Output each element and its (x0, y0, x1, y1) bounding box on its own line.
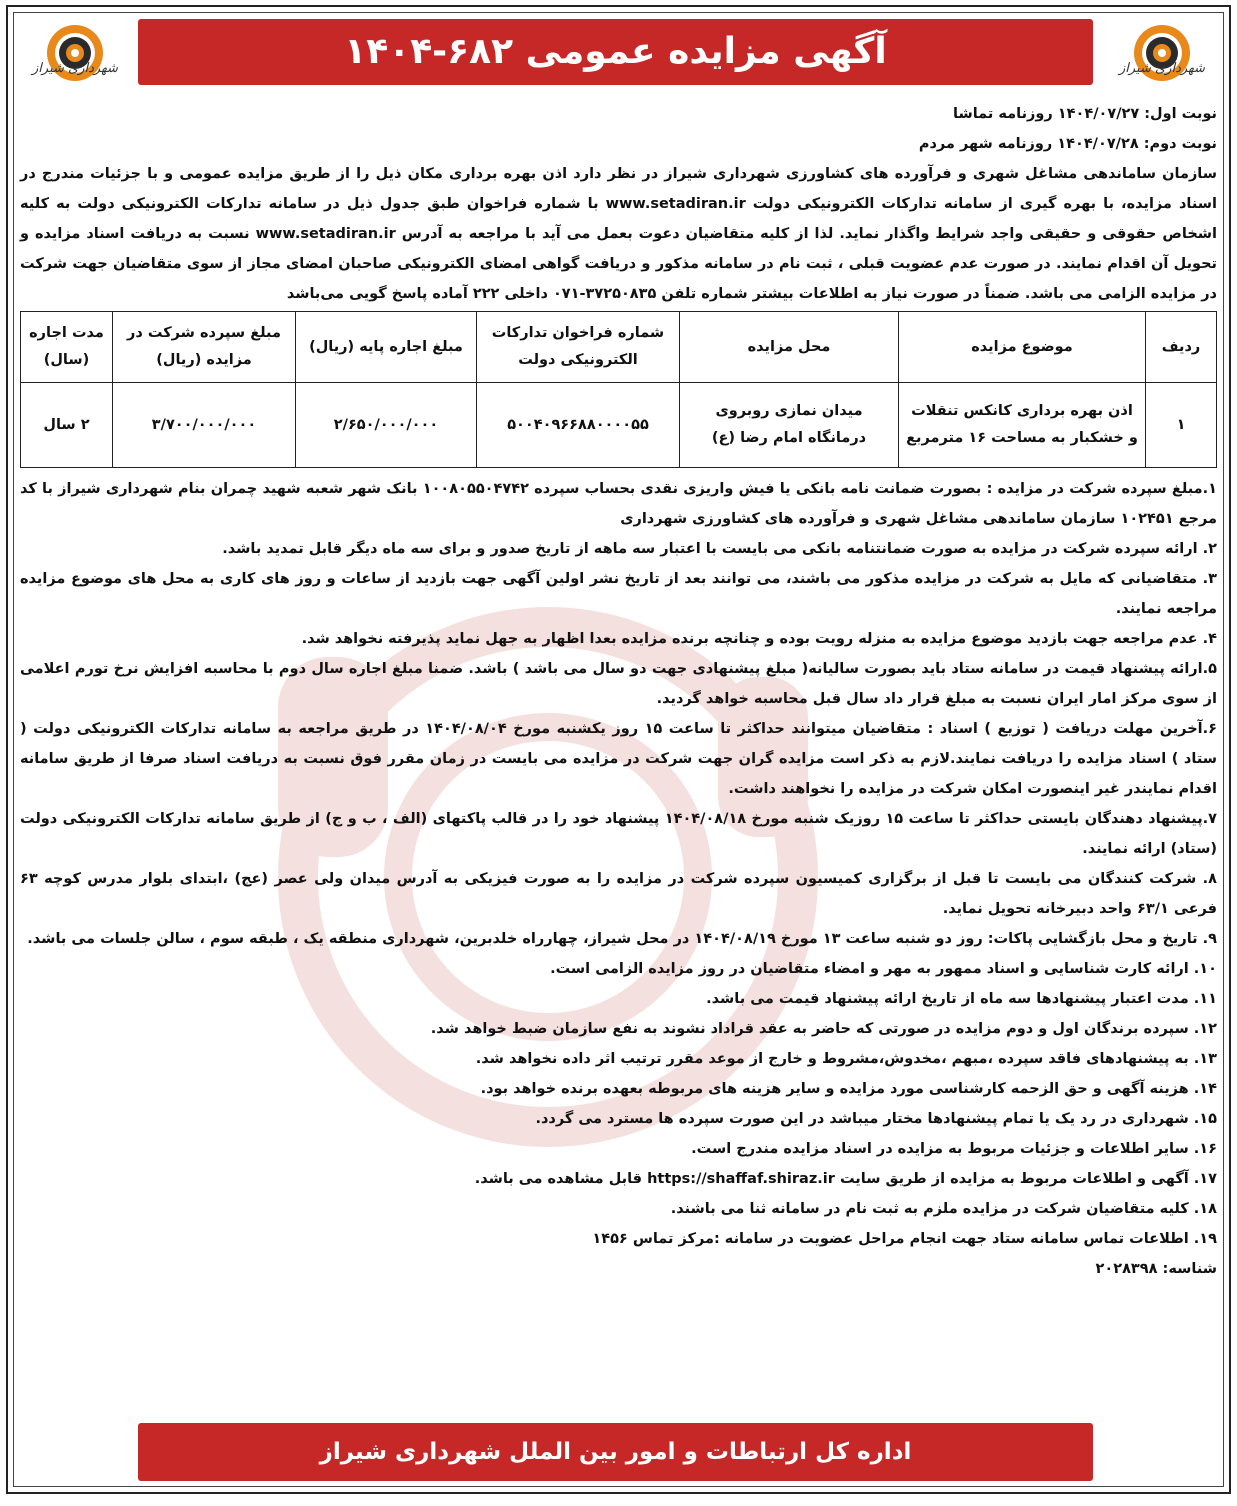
table-row (21, 383, 1217, 468)
condition-item: ۳. متقاضیانی که مایل به شرکت در مزایده مذکور می باشند، می توانند بعد از تاریخ نشر اولین آگهی جهت بازدید از ساعات و روز های کاری به محل های موضوع مزایده مراجعه نمایند. (20, 571, 1217, 617)
publication-second: نوبت دوم: ۱۴۰۴/۰۷/۲۸ روزنامه شهر مردم (918, 136, 1217, 152)
condition-item: ۱۲. سپرده برندگان اول و دوم مزایده در صورتی که حاضر به عقد قراداد نشوند به نفع سازمان ضبط خواهد شد. (430, 1021, 1217, 1037)
auction-table (20, 311, 1217, 468)
condition-item: ۱۹. اطلاعات تماس سامانه ستاد جهت انجام مراحل عضویت در سامانه :مرکز تماس ۱۴۵۶ (592, 1231, 1217, 1247)
condition-item: ۹. تاریخ و محل بازگشایی پاکات: روز دو شنبه ساعت ۱۳ مورخ ۱۴۰۴/۰۸/۱۹ در محل شیراز، چهارراه خلدبرین، شهرداری منطقه یک ، طبقه سوم ، سالن جلسات می باشد. (27, 931, 1217, 947)
col-subject-header: موضوع مزایده (899, 312, 1146, 383)
col-location-header: محل مزایده (680, 312, 899, 383)
table-header-row (21, 312, 1217, 383)
cell-row: ۱ (1146, 383, 1217, 468)
advertisement-page (6, 5, 1231, 1494)
cell-subject: اذن بهره برداری کانکس تنقلات و خشکبار به مساحت ۱۶ مترمربع (899, 383, 1146, 468)
condition-item: ۴. عدم مراجعه جهت بازدید موضوع مزایده به منزله رویت بوده و چنانچه برنده مزایده بعدا اظهار به جهل نماید پذیرفته نخواهد شد. (301, 631, 1217, 647)
condition-item: ۲. ارائه سپرده شرکت در مزایده به صورت ضمانتنامه بانکی می بایست با اعتبار سه ماهه از تاریخ صدور و برای سه ماه دیگر قابل تمدید باشد. (222, 541, 1217, 557)
condition-item: ۱۷. آگهی و اطلاعات مربوط به مزایده از طریق سایت https://shaffaf.shiraz.ir قابل مشاهده می باشد. (474, 1171, 1217, 1187)
cell-base-rent: ۲/۶۵۰/۰۰۰/۰۰۰ (296, 383, 477, 468)
cell-duration: ۲ سال (21, 383, 113, 468)
ad-title-banner: آگهی مزایده عمومی ۶۸۲-۱۴۰۴ (138, 19, 1093, 85)
logo-caption: شهرداری شیراز (1119, 61, 1205, 76)
condition-item: ۵.ارائه پیشنهاد قیمت در سامانه ستاد باید بصورت سالیانه( مبلغ پیشنهادی جهت دو سال می باشد ) باشد. ضمنا مبلغ اجاره سال دوم با محاسبه افزایش نرخ تورم اعلامی از سوی مرکز امار ایران نسبت به مبلغ قرار داد سال قبل محاسبه خواهد گردید. (20, 661, 1217, 707)
condition-item: ۱۸. کلیه متقاضیان شرکت در مزایده ملزم به ثبت نام در سامانه ثنا می باشند. (670, 1201, 1217, 1217)
condition-item: ۱۰. ارائه کارت شناسایی و اسناد ممهور به مهر و امضاء متقاضیان در روز مزایده الزامی است. (550, 961, 1217, 977)
cell-deposit: ۳/۷۰۰/۰۰۰/۰۰۰ (113, 383, 296, 468)
cell-location: میدان نمازی روبروی درمانگاه امام رضا (ع) (680, 383, 899, 468)
condition-item: ۱۳. به پیشنهادهای فاقد سپرده ،مبهم ،مخدوش،مشروط و خارج از موعد مقرر ترتیب اثر داده نخواهد شد. (475, 1051, 1217, 1067)
serial-number: شناسه: ۲۰۲۸۳۹۸ (1095, 1261, 1217, 1277)
condition-item: ۶.آخرین مهلت دریافت ( توزیع ) اسناد : متقاضیان میتوانند حداکثر تا ساعت ۱۵ روز یکشنبه مورخ ۱۴۰۴/۰۸/۰۴ در طریق مراجعه به سامانه تدارکات الکترونیکی دولت ( ستاد ) اسناد مزایده را دریافت نمایند.لازم به ذکر است مزایده گران جهت شرکت در مزایده می بایست در زمان مقرر فوق نسبت به دریافت اسناد صرفا از طریق سامانه اقدام نمایندر غیر اینصورت امکان شرکت در مزایده را نخواهند داشت. (20, 721, 1217, 797)
condition-item: ۱۵. شهرداری در رد یک یا تمام پیشنهادها مختار میباشد در این صورت سپرده ها مسترد می گردد. (535, 1111, 1217, 1127)
cell-call-number: ۵۰۰۴۰۹۶۶۸۸۰۰۰۰۵۵ (477, 383, 680, 468)
col-row-header: ردیف (1146, 312, 1217, 383)
condition-item: ۱۴. هزینه آگهی و حق الزحمه کارشناسی مورد مزایده و سایر هزینه های مربوطه بعهده برنده خواهد بود. (480, 1081, 1217, 1097)
ad-body (20, 99, 1217, 1284)
municipality-logo-right (1107, 21, 1217, 99)
col-call-number-header: شماره فراخوان تدارکات الکترونیکی دولت (477, 312, 680, 383)
intro-paragraph: سازمان ساماندهی مشاغل شهری و فرآورده های کشاورزی شهرداری شیراز در نظر دارد اذن بهره برداری مکان ذیل را از طریق مزایده عمومی و با جزئیات مندرج در اسناد مزایده، با بهره گیری از سامانه تدارکات الکترونیکی دولت www.setadiran.ir با شماره فراخوان طبق جدول ذیل در سامانه تدارکات الکترونیکی دولت به کلیه اشخاص حقوقی و حقیقی واجد شرایط واگذار نماید. لذا از کلیه متقاضیان دعوت بعمل می آید با مراجعه به آدرس www.setadiran.ir نسبت به دریافت اسناد مزایده و تحویل آن اقدام نمایند. در صورت عدم عضویت قبلی ، ثبت نام در سامانه مذکور و دریافت گواهی امضای الکترونیکی صاحبان امضای مجاز از سوی متقاضیان جهت شرکت در مزایده الزامی می باشد. ضمناً در صورت نیاز به اطلاعات بیشتر شماره تلفن ۳۷۲۵۰۸۳۵-۰۷۱ داخلی ۲۲۲ آماده پاسخ گویی می‌باشد (20, 166, 1217, 302)
condition-item: ۱۶. سایر اطلاعات و جزئیات مربوط به مزایده در اسناد مزایده مندرج است. (691, 1141, 1217, 1157)
municipality-logo-left (20, 21, 130, 99)
col-base-rent-header: مبلغ اجاره پایه (ریال) (296, 312, 477, 383)
col-duration-header: مدت اجاره (سال) (21, 312, 113, 383)
condition-item: ۱.مبلغ سپرده شرکت در مزایده : بصورت ضمانت نامه بانکی یا فیش واریزی نقدی بحساب سپرده ۱۰۰۸۰۵۵۰۴۷۴۲ بانک شهر شعبه شهید چمران بنام شهرداری شیراز با کد مرجع ۱۰۲۴۵۱ سازمان ساماندهی مشاغل شهری و فرآورده های کشاورزی شهرداری (20, 481, 1218, 527)
condition-item: ۱۱. مدت اعتبار پیشنهادها سه ماه از تاریخ ارائه پیشنهاد قیمت می باشد. (706, 991, 1217, 1007)
col-deposit-header: مبلغ سپرده شرکت در مزایده (ریال) (113, 312, 296, 383)
footer-department-banner: اداره کل ارتباطات و امور بین الملل شهرداری شیراز (138, 1423, 1093, 1481)
condition-item: ۷.پیشنهاد دهندگان بایستی حداکثر تا ساعت ۱۵ روزیک شنبه مورخ ۱۴۰۴/۰۸/۱۸ پیشنهاد خود را در قالب پاکتهای (الف ، ب و ج) از طریق سامانه تدارکات الکترونیکی دولت (ستاد) ارائه نمایند. (20, 811, 1218, 857)
condition-item: ۸. شرکت کنندگان می بایست تا قبل از برگزاری کمیسیون سپرده شرکت در مزایده را به صورت فیزیکی به آدرس میدان ولی عصر (عج) ،ابتدای بلوار مدرس کوچه ۶۳ فرعی ۶۳/۱ واحد دبیرخانه تحویل نماید. (20, 871, 1217, 917)
logo-caption: شهرداری شیراز (32, 61, 118, 76)
publication-first: نوبت اول: ۱۴۰۴/۰۷/۲۷ روزنامه تماشا (953, 106, 1217, 122)
